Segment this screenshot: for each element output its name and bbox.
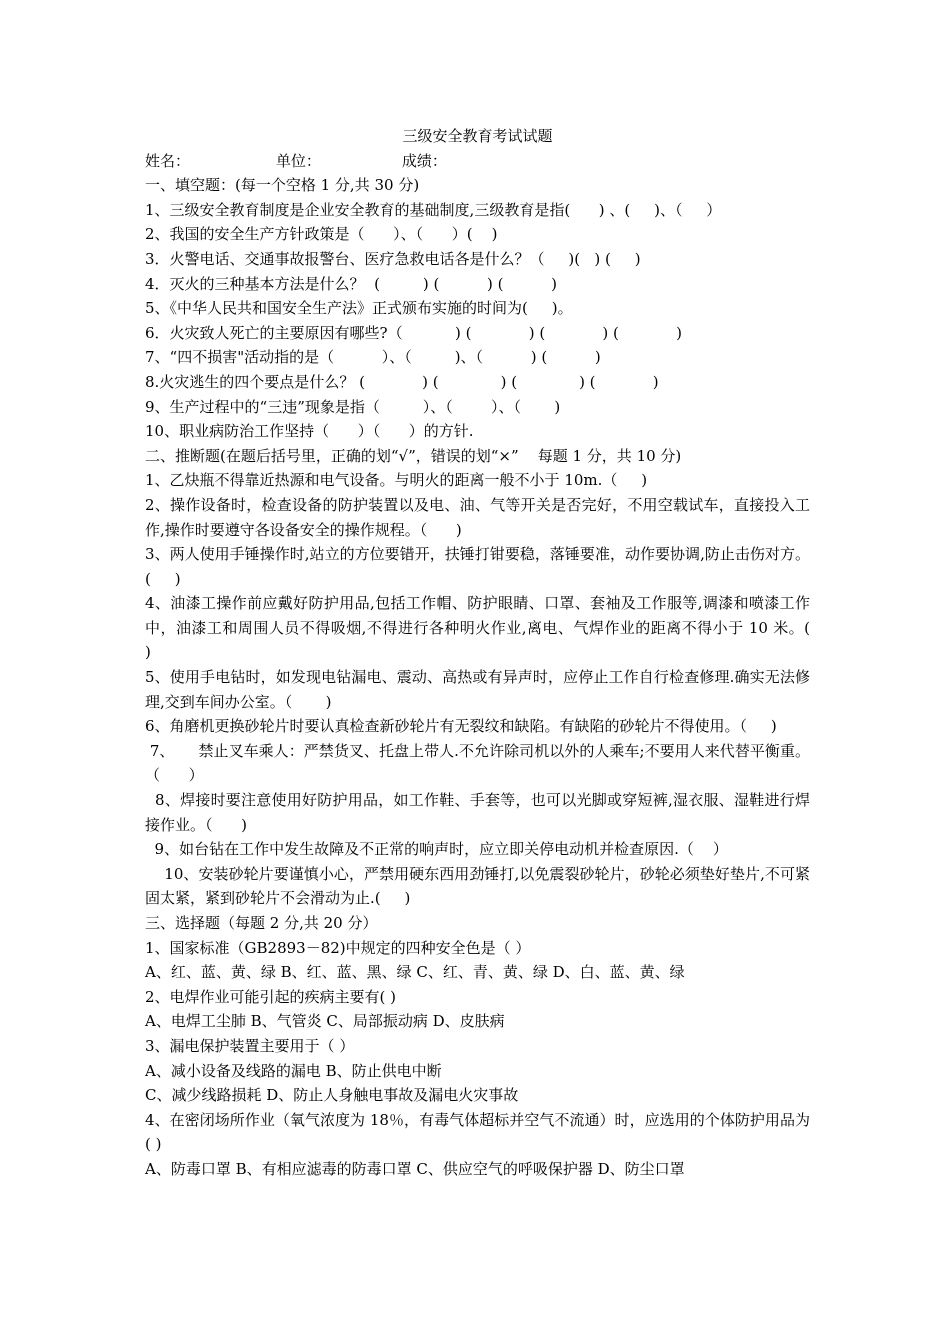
choice-question-4-options: A、防毒口罩 B、有相应滤毒的防毒口罩 C、供应空气的呼吸保护器 D、防尘口罩 [145, 1159, 685, 1178]
judgment-question-6: 6、角磨机更换砂轮片时要认真检查新砂轮片有无裂纹和缺陷。有缺陷的砂轮片不得使用。（ ) [145, 717, 777, 736]
fill-blank-question-1: 1、三级安全教育制度是企业安全教育的基础制度,三级教育是指( ) 、( )、（ ） [145, 200, 722, 219]
choice-question-4: 4、在密闭场所作业（氧气浓度为 18％，有毒气体超标并空气不流通）时，应选用的个体防护用品为( ) [145, 1110, 810, 1154]
choice-question-3-options-ab: A、减小设备及线路的漏电 B、防止供电中断 [145, 1061, 442, 1080]
choice-question-2-options: A、电焊工尘肺 B、气管炎 C、局部振动病 D、皮肤病 [145, 1012, 505, 1031]
exam-header-fields: 姓名： 单位： 成绩： [145, 151, 447, 170]
judgment-question-1: 1、乙炔瓶不得靠近热源和电气设备。与明火的距离一般不小于 10m.（ ) [145, 471, 648, 490]
fill-blank-question-3: 3．火警电话、交通事故报警台、医疗急救电话各是什么？（ )( ) ( ) [145, 249, 641, 268]
choice-question-1-options: A、红、蓝、黄、绿 B、红、蓝、黑、绿 C、红、青、黄、绿 D、白、蓝、黄、绿 [145, 963, 685, 982]
fill-blank-question-10: 10、职业病防治工作坚持（ ）（ ）的方针. [145, 422, 474, 441]
judgment-question-3: 3、两人使用手锤操作时,站立的方位要错开，扶锤打钳要稳，落锤要准，动作要协调,防止击伤对方。( ) [145, 545, 810, 588]
document-title: 三级安全教育考试试题 [402, 127, 553, 145]
judgment-question-2: 2、操作设备时，检查设备的防护装置以及电、油、气等开关是否完好，不用空载试车，直接投入工作,操作时要遵守各设备安全的操作规程。（ ) [145, 495, 810, 539]
document-page [145, 124, 839, 1182]
choice-question-3-options-cd: C、减少线路损耗 D、防止人身触电事故及漏电火灾事故 [145, 1086, 519, 1105]
judgment-question-4: 4、油漆工操作前应戴好防护用品,包括工作帽、防护眼睛、口罩、套袖及工作服等,调漆和喷漆工作中，油漆工和周围人员不得吸烟,不得进行各种明火作业,离电、气焊作业的距离不得小于 10 米。( ) [145, 594, 839, 662]
fill-blank-question-7: 7、“四不损害"活动指的是（ ）、（ )、（ ) ( ) [145, 348, 601, 367]
fill-blank-question-6: 6．火灾致人死亡的主要原因有哪些?（ ) ( ) ( ) ( ) [145, 323, 682, 342]
section-1-heading: 一、填空题：(每一个空格 1 分,共 30 分) [145, 176, 420, 195]
fill-blank-question-9: 9、生产过程中的“三违”现象是指（ ）、（ ）、（ ) [145, 397, 561, 416]
judgment-question-10: 10、安装砂轮片要谨慎小心，严禁用硬东西用劲锤打,以免震裂砂轮片，砂轮必须垫好垫片,不可紧固太紧，紧到砂轮片不会滑动为止.( ) [145, 864, 810, 908]
section-3-heading: 三、选择题（每题 2 分,共 20 分） [145, 914, 378, 932]
section-2-heading: 二、推断题(在题后括号里，正确的划“√”，错误的划“×” 每题 1 分，共 10 分) [145, 446, 682, 465]
judgment-question-9: 9、如台钻在工作中发生故障及不正常的响声时，应立即关停电动机并检查原因.（ ） [145, 840, 728, 859]
choice-question-1: 1、国家标准（GB2893－82)中规定的四种安全色是（ ） [145, 938, 531, 957]
judgment-question-5: 5、使用手电钻时，如发现电钻漏电、震动、高热或有异声时，应停止工作自行检查修理.确实无法修理,交到车间办公室。（ ) [145, 668, 810, 711]
choice-question-2: 2、电焊作业可能引起的疾病主要有( ) [145, 987, 397, 1006]
judgment-question-7: 7、 禁止叉车乘人：严禁货叉、托盘上带人.不允许除司机以外的人乘车;不要用人来代替平衡重。（ ） [145, 741, 810, 785]
fill-blank-question-2: 2、我国的安全生产方针政策是（ ）、（ ）( ) [145, 225, 498, 244]
fill-blank-question-4: 4．灭火的三种基本方法是什么？ ( ) ( ) ( ) [145, 274, 558, 293]
fill-blank-question-8: 8.火灾逃生的四个要点是什么？ ( ) ( ) ( ) ( ) [145, 372, 659, 391]
choice-question-3: 3、漏电保护装置主要用于（ ） [145, 1036, 355, 1055]
judgment-question-8: 8、焊接时要注意使用好防护用品，如工作鞋、手套等，也可以光脚或穿短裤,湿衣服、湿鞋进行焊接作业。（ ) [145, 791, 810, 834]
fill-blank-question-5: 5、《中华人民共和国安全生产法》正式颁布实施的时间为( )。 [145, 299, 573, 318]
